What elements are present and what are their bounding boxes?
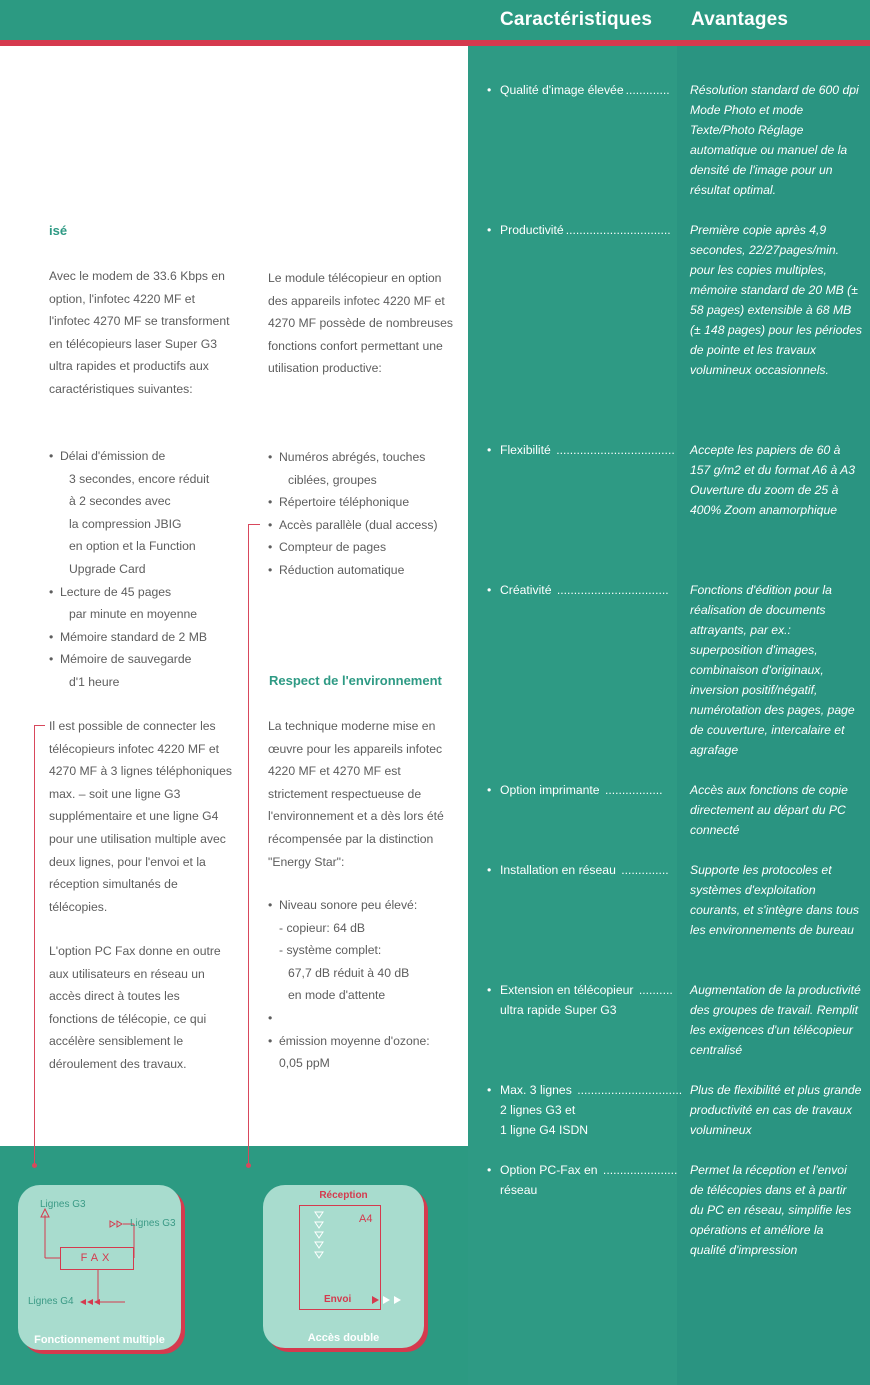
multiple-operation-diagram: [18, 1185, 181, 1350]
list-item: en option et la Function: [69, 539, 196, 554]
list-item: • Compteur de pages: [268, 536, 458, 559]
list-item: • Accès parallèle (dual access): [268, 514, 458, 537]
list-item: • Réduction automatique: [268, 559, 458, 582]
pc-fax-paragraph: L'option PC Fax donne en outre aux utilisateurs en réseau un accès direct à toutes les fonctions de télécopie, ce qui accélère sensiblement le déroulement des travaux.: [49, 944, 221, 1071]
list-item: • Mémoire standard de 2 MB: [49, 626, 239, 649]
transfer-arrows-graphic: [263, 1185, 424, 1348]
fax-box: FAX: [60, 1247, 134, 1270]
section-title: isé: [49, 223, 68, 238]
list-item: - copieur: 64 dB: [279, 920, 366, 935]
feature-advantage: Première copie après 4,9 secondes, 22/27pages/min. pour les copies multiples, mémoire standard de 20 MB (± 58 pages) extensible à 68 MB (± 148 pages) pour les périodes de pointe et les travaux volumineux occasionnels.: [690, 223, 862, 377]
list-item: • émission moyenne d'ozone:: [268, 1030, 458, 1053]
list-item: par minute en moyenne: [69, 607, 198, 622]
fax-module-paragraph: Le module télécopieur en option des appareils infotec 4220 MF et 4270 MF possède de nombreuses fonctions confort permettant une utilisation productive:: [268, 271, 453, 376]
feature-advantage: Accepte les papiers de 60 à 157 g/m2 et du format A6 à A3 Ouverture du zoom de 25 à 400% Zoom anamorphique: [690, 443, 856, 517]
feature-name: • Flexibilité ...................................: [487, 443, 675, 457]
advantages-column-title: Avantages: [691, 9, 789, 30]
leader-dot: [32, 1163, 37, 1168]
list-item: Upgrade Card: [69, 561, 146, 576]
feature-advantage: Fonctions d'édition pour la réalisation de documents attrayants, par ex.: superposition d'images, combinaison d'originaux, inversion positif/négatif, numérotation des pages, page de couverture, intercalaire et agrafage: [690, 583, 855, 757]
list-spacer: [268, 1007, 458, 1030]
g3-lines-top-label: Lignes G3: [40, 1199, 86, 1210]
dual-access-caption: Accès double: [307, 1332, 380, 1344]
list-item: • Numéros abrégés, touches: [268, 446, 458, 469]
feature-name: • Installation en réseau ..............: [487, 863, 669, 877]
feature-advantage: Permet la réception et l'envoi de télécopies dans et à partir du PC en réseau, simplifie les opérations et améliore la qualité d'impression: [690, 1163, 852, 1257]
multiple-operation-caption: Fonctionnement multiple: [34, 1334, 165, 1346]
list-item: la compression JBIG: [69, 516, 182, 531]
feature-name: • Option imprimante .................: [487, 783, 663, 797]
list-item: en mode d'attente: [288, 988, 386, 1003]
list-item: 67,7 dB réduit à 40 dB: [288, 965, 410, 980]
feature-name: • Max. 3 lignes ............................... 2 lignes G3 et 1 ligne G4 ISDN: [487, 1083, 683, 1137]
environment-paragraph: La technique moderne mise en œuvre pour les appareils infotec 4220 MF et 4270 MF est strictement respectueuse de l'environnement et a dès lors été récompensée par la distinction "Energy Star":: [268, 719, 444, 869]
list-item: d'1 heure: [69, 674, 120, 689]
dual-access-diagram: [263, 1185, 424, 1348]
feature-name: • Productivité ...............................: [487, 223, 671, 237]
feature-advantage: Accès aux fonctions de copie directement au départ du PC connecté: [690, 783, 848, 837]
list-item: • Délai d'émission de: [49, 445, 239, 468]
list-item: ciblées, groupes: [288, 472, 377, 487]
feature-advantage: Plus de flexibilité et plus grande productivité en cas de travaux volumineux: [690, 1083, 862, 1137]
multi-line-paragraph: Il est possible de connecter les télécopieurs infotec 4220 MF et 4270 MF à 3 lignes téléphoniques max. – soit une ligne G3 supplémentaire et une ligne G4 pour une utilisation multiple avec deux lignes, pour l'envoi et la réception simultanés de télécopies.: [49, 719, 232, 914]
leader-dot: [246, 1163, 251, 1168]
list-item: à 2 secondes avec: [69, 494, 171, 509]
feature-advantage: Supporte les protocoles et systèmes d'exploitation courants, et s'intègre dans tous les environnements de bureau: [690, 863, 859, 937]
g3-lines-right-label: Lignes G3: [130, 1218, 176, 1229]
g4-lines-label: Lignes G4: [28, 1296, 74, 1307]
feature-advantage: Résolution standard de 600 dpi Mode Photo et mode Texte/Photo Réglage automatique ou manuel de la densité de l'image pour un résultat optimal.: [690, 83, 859, 197]
reception-label: Réception: [319, 1190, 368, 1201]
feature-name: • Créativité .................................: [487, 583, 669, 597]
feature-name: • Option PC-Fax en ...................... réseau: [487, 1163, 678, 1197]
list-item: 3 secondes, encore réduit: [69, 471, 210, 486]
list-item: - système complet:: [279, 943, 382, 958]
leader-line: [248, 524, 260, 525]
list-item: • Niveau sonore peu élevé:: [268, 894, 458, 917]
leader-line: [34, 725, 45, 726]
feature-name: • Qualité d'image élevée .............: [487, 83, 670, 97]
list-item: • Lecture de 45 pages: [49, 581, 239, 604]
feature-advantage: Augmentation de la productivité des groupes de travail. Remplit les exigences d'un télécopieur centralisé: [690, 983, 861, 1057]
paper-size-label: A4: [359, 1213, 373, 1225]
list-item: • Mémoire de sauvegarde: [49, 648, 239, 671]
intro-paragraph: Avec le modem de 33.6 Kbps en option, l'infotec 4220 MF et l'infotec 4270 MF se transforment en télécopieurs laser Super G3 ultra rapides et productifs aux caractéristiques suivantes:: [49, 269, 230, 396]
leader-line: [248, 524, 249, 1165]
environment-list: [268, 894, 458, 1075]
environment-title: Respect de l'environnement: [269, 673, 442, 688]
features-column-title: Caractéristiques: [500, 9, 653, 30]
send-label: Envoi: [324, 1294, 352, 1305]
leader-line: [34, 725, 35, 1165]
fax-features-list: [49, 445, 239, 694]
list-item: • Répertoire téléphonique: [268, 491, 458, 514]
feature-name: • Extension en télécopieur .......... ultra rapide Super G3: [487, 983, 673, 1017]
comfort-functions-list: [268, 446, 458, 582]
list-item: 0,05 ppM: [279, 1056, 330, 1071]
